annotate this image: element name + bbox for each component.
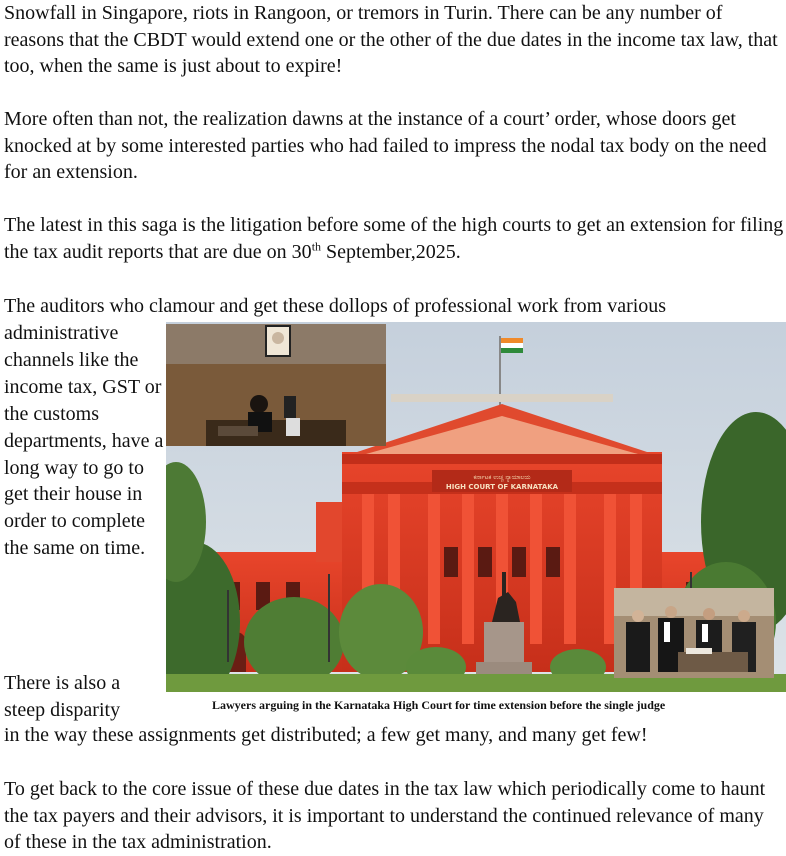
building-sign: HIGH COURT OF KARNATAKA [445, 483, 559, 491]
figure-caption: Lawyers arguing in the Karnataka High Court for time extension before the single judge [212, 698, 666, 712]
inset-judge-photo [166, 324, 386, 446]
paragraph-court-order: More often than not, the realization dawns at the instance of a court’ order, whose doors get knocked at by some interested parties who had failed to impress the nodal tax body on the need for an extension. [4, 108, 767, 183]
paragraph-core-issue: To get back to the core issue of these due dates in the tax law which periodically come to haunt the tax payers and their advisors, it is important to understand the continued relevance of many of these in the tax administration. [4, 778, 766, 853]
building-sign-kannada: ಕರ್ನಾಟಕ ಉಚ್ಚ ನ್ಯಾಯಾಲಯ [473, 474, 531, 481]
paragraph-auditors-wrapped: administrative channels like the income tax, GST or the customs departments, have a long way to go to get their house in order to complete the same on time. [4, 322, 164, 560]
paragraph-disparity-rest: in the way these assignments get distributed; a few get many, and many get few! [4, 724, 648, 746]
paragraph-intro: Snowfall in Singapore, riots in Rangoon, or tremors in Turin. There can be any number of reasons that the CBDT would extend one or the other of the due dates in the income tax law, that too, when the same is just about to expire! [4, 2, 778, 77]
inset-lawyers-photo [614, 588, 774, 678]
collage-graphic [166, 322, 786, 692]
paragraph-litigation [4, 212, 784, 265]
litigation-text-end: September,2025. [321, 240, 461, 263]
ordinal-suffix: th [311, 238, 322, 253]
paragraph-disparity-wrapped: There is also a steep disparity [4, 672, 121, 721]
litigation-text-start: The latest in this saga is the litigation before some of the high courts to get an extension for filing the tax audit reports that are due on 30 [4, 214, 784, 263]
paragraph-auditors-first-line: The auditors who clamour and get these dollops of professional work from various [4, 295, 667, 317]
court-photo-collage [166, 322, 786, 692]
